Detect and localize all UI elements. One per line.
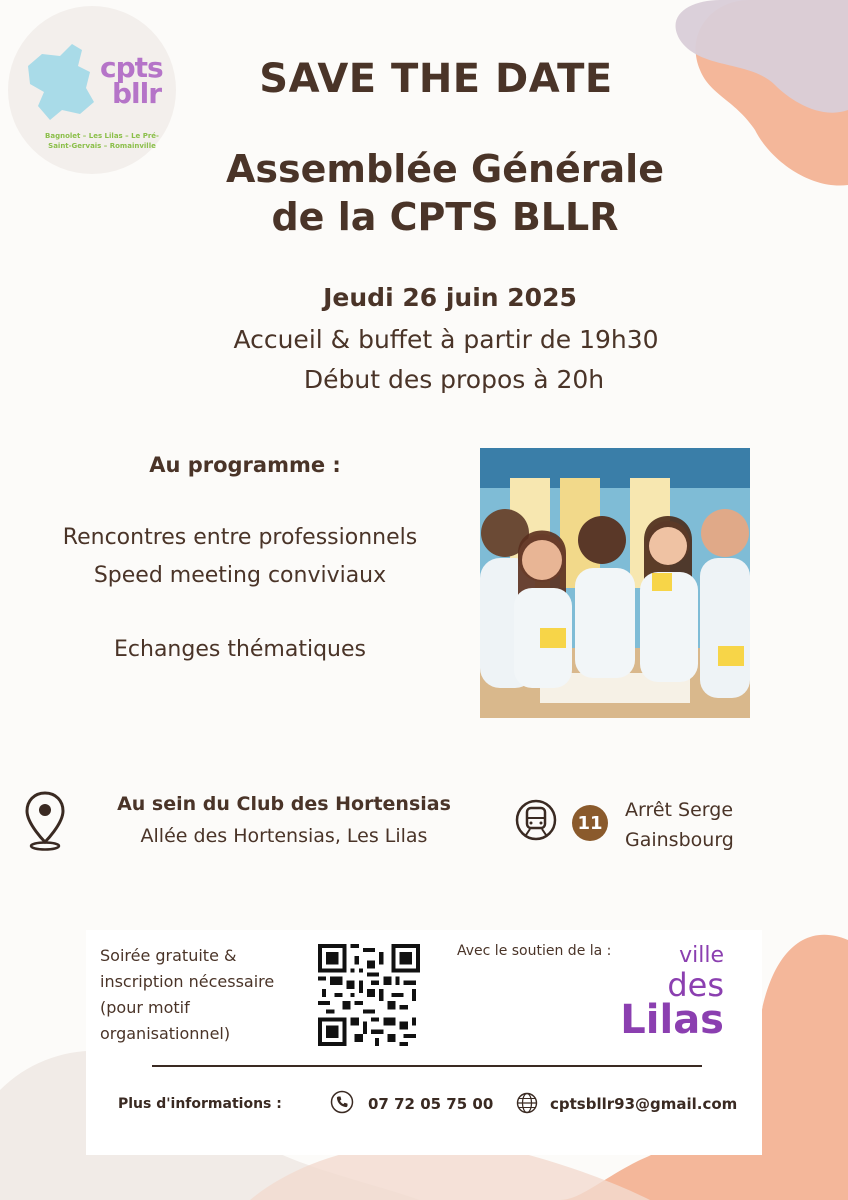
venue-name: Au sein du Club des Hortensias [117, 793, 451, 815]
program-item: Echanges thématiques [114, 637, 366, 662]
cpts-logo [8, 6, 176, 174]
program-item: Rencontres entre professionnels [62, 525, 418, 550]
bus-line-badge: 11 [572, 805, 608, 841]
registration-line: organisationnel) [100, 1024, 231, 1043]
registration-line: inscription nécessaire [100, 972, 275, 991]
globe-icon [516, 1092, 538, 1114]
map-icon [20, 36, 110, 126]
subtitle-line-1: Assemblée Générale [226, 147, 664, 191]
stop-line-1: Arrêt Serge [625, 799, 734, 821]
page-title: SAVE THE DATE [259, 56, 613, 102]
logo-caption: Bagnolet – Les Lilas – Le Pré-Saint-Gervais – Romainville [45, 132, 159, 150]
logo-word-lilas: Lilas [620, 997, 724, 1043]
logo-word-ville: ville [679, 943, 724, 968]
transport-stop [625, 795, 785, 855]
subtitle-line-2: de la CPTS BLLR [271, 195, 619, 239]
qr-code[interactable] [318, 944, 420, 1046]
contact-phone[interactable]: 07 72 05 75 00 [368, 1095, 494, 1113]
support-label: Avec le soutien de la : [457, 943, 612, 959]
logo-text-bllr: bllr [112, 77, 162, 110]
registration-line: (pour motif [100, 998, 190, 1017]
program-title: Au programme : [149, 453, 341, 477]
logo-word-des: des [667, 966, 724, 1004]
event-start: Début des propos à 20h [303, 365, 605, 394]
event-subtitle [180, 145, 710, 241]
stop-line-2: Gainsbourg [625, 829, 734, 851]
program-item: Speed meeting conviviaux [93, 563, 387, 588]
ville-des-lilas-logo [600, 940, 730, 1043]
registration-text [100, 943, 315, 1047]
event-date: Jeudi 26 juin 2025 [323, 283, 577, 312]
phone-icon [330, 1090, 354, 1114]
contact-email[interactable]: cptsbllr93@gmail.com [550, 1095, 738, 1113]
contact-label: Plus d'informations : [118, 1096, 282, 1112]
divider [152, 1065, 702, 1067]
registration-line: Soirée gratuite & [100, 946, 237, 965]
logo-text-cpts: cpts [100, 51, 163, 84]
venue-address: Allée des Hortensias, Les Lilas [140, 825, 428, 847]
event-welcome: Accueil & buffet à partir de 19h30 [233, 325, 659, 354]
location-pin-icon [24, 790, 66, 852]
doctors-illustration [480, 448, 750, 718]
tram-icon [515, 799, 557, 841]
